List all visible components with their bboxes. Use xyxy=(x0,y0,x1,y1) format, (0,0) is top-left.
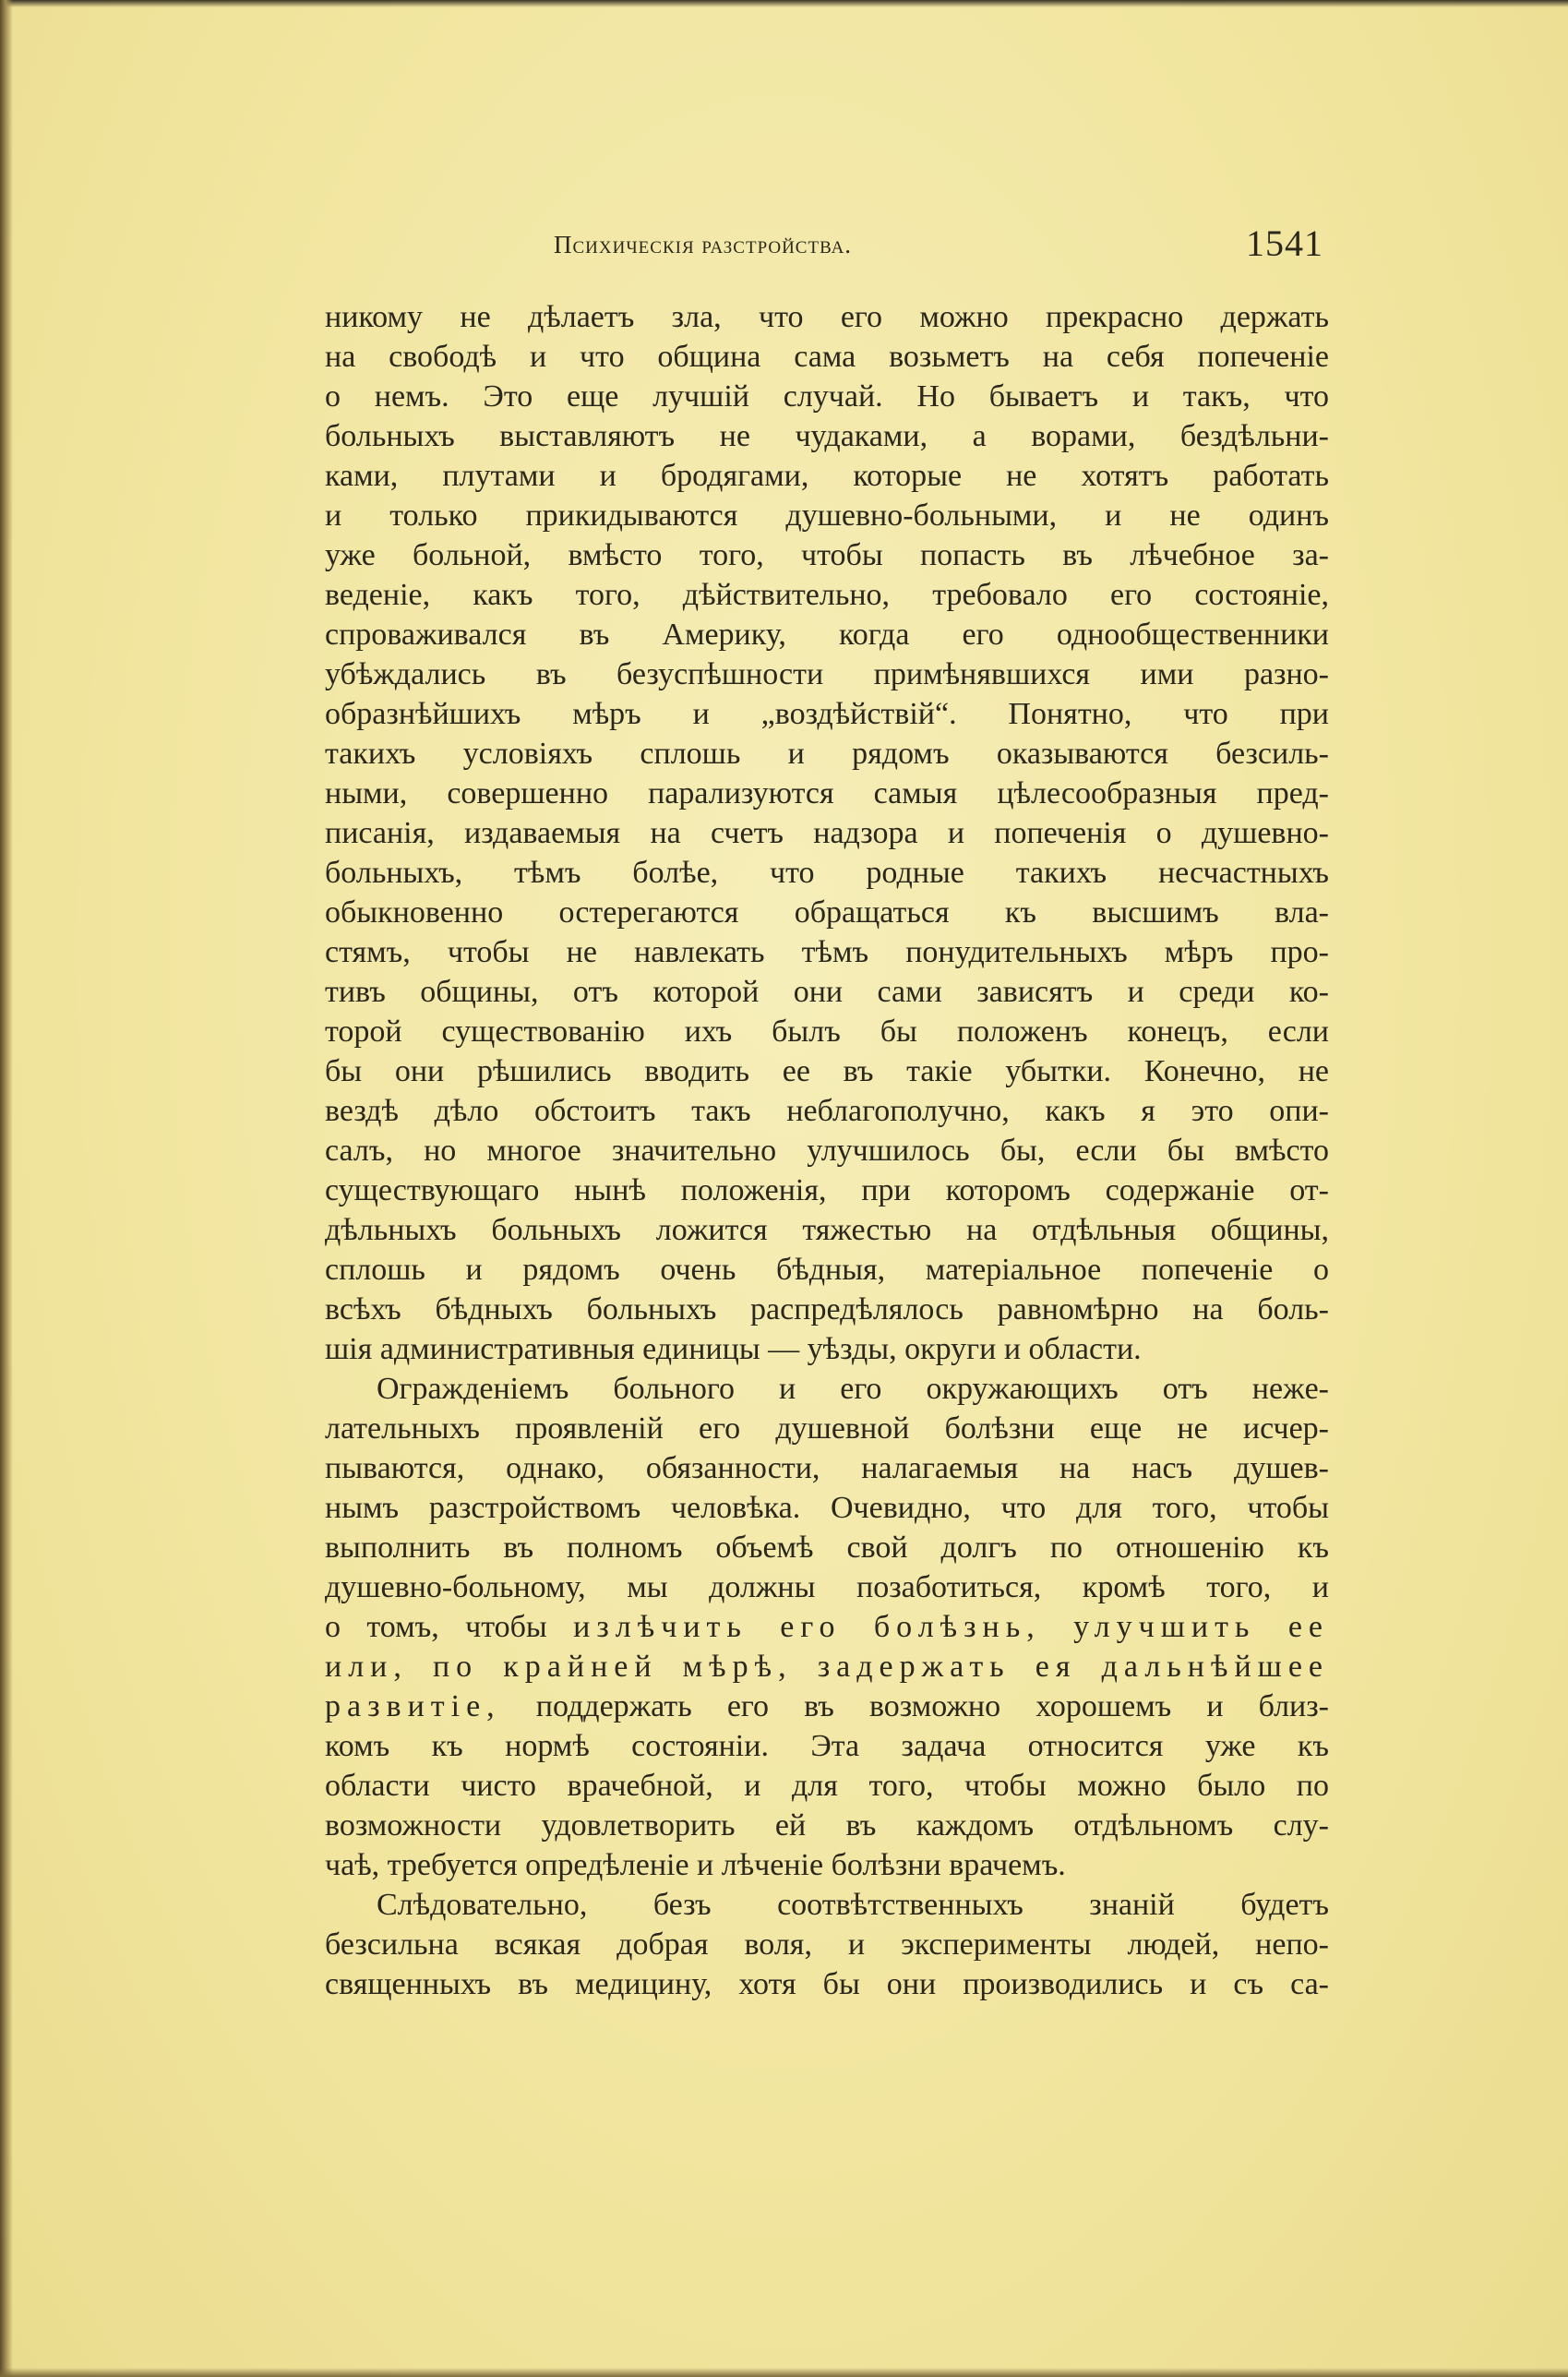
running-head: Психическія разстройства. xyxy=(554,231,853,258)
text-line: пываются, однако, обязанности, налагаемыя на насъ душев- xyxy=(325,1451,1329,1485)
body-text xyxy=(325,297,1329,2004)
text-line: никому не дѣлаетъ зла, что его можно прекрасно держать xyxy=(325,300,1329,334)
text-line: о немъ. Это еще лучшій случай. Но бываетъ и такъ, что xyxy=(325,379,1329,414)
text-line: веденіе, какъ того, дѣйствительно, требовало его состояніе, xyxy=(325,578,1329,612)
text-line: больныхъ, тѣмъ болѣе, что родные такихъ несчастныхъ xyxy=(325,856,1329,890)
text-line: священныхъ въ медицину, хотя бы они производились и съ са- xyxy=(325,1967,1329,2001)
emphasized-text: излѣчить его болѣзнь, улучшить ее xyxy=(573,1610,1330,1644)
text-line xyxy=(325,1687,1329,1726)
emphasized-text-line: или, по крайней мѣрѣ, задержать ея дальнѣйшее xyxy=(325,1650,1329,1684)
text-line: такихъ условіяхъ сплошь и рядомъ оказываются безсиль- xyxy=(325,737,1329,771)
page-binding-edge xyxy=(0,0,13,2377)
text-line: Слѣдовательно, безъ соотвѣтственныхъ знаній будетъ xyxy=(377,1888,1329,1922)
text-line: возможности удовлетворить ей въ каждомъ отдѣльномъ слу- xyxy=(325,1808,1329,1843)
text-fragment: о томъ, чтобы xyxy=(325,1610,547,1644)
text-line: стямъ, чтобы не навлекать тѣмъ понудительныхъ мѣръ про- xyxy=(325,935,1329,969)
text-line: уже больной, вмѣсто того, чтобы попасть въ лѣчебное за- xyxy=(325,538,1329,572)
page-top-edge xyxy=(0,0,1568,7)
text-line: образнѣйшихъ мѣръ и „воздѣйствій“. Понятно, что при xyxy=(325,697,1329,731)
page-header xyxy=(325,222,1329,277)
text-line: Огражденіемъ больного и его окружающихъ отъ нежe- xyxy=(377,1372,1329,1406)
text-line: бы они рѣшились вводить ее въ такіе убытки. Конечно, не xyxy=(325,1054,1329,1088)
paragraph-3 xyxy=(325,1885,1329,2004)
book-page xyxy=(325,222,1329,2004)
page-bottom-edge xyxy=(0,2368,1568,2377)
text-line: больныхъ выставляютъ не чудаками, а ворами, бездѣльни- xyxy=(325,419,1329,453)
text-line: ными, совершенно парализуются самыя цѣлесообразныя пред- xyxy=(325,776,1329,810)
paragraph-1 xyxy=(325,297,1329,1369)
text-line: лательныхъ проявленій его душевной болѣзни еще не исчер- xyxy=(325,1411,1329,1446)
text-line: спроваживался въ Америку, когда его однообщественники xyxy=(325,618,1329,652)
text-line: обыкновенно остерегаются обращаться къ высшимъ вла- xyxy=(325,895,1329,930)
text-line: шія административныя единицы — уѣзды, округи и области. xyxy=(325,1332,1142,1366)
text-line: ками, плутами и бродягами, которые не хотятъ работать xyxy=(325,459,1329,493)
text-line: всѣхъ бѣдныхъ больныхъ распредѣлялось равномѣрно на боль- xyxy=(325,1292,1329,1327)
text-line: выполнить въ полномъ объемѣ свой долгъ по отношенію къ xyxy=(325,1531,1329,1565)
text-line: нымъ разстройствомъ человѣка. Очевидно, что для того, чтобы xyxy=(325,1491,1329,1525)
text-line: вездѣ дѣло обстоитъ такъ неблагополучно, какъ я это опи- xyxy=(325,1094,1329,1128)
text-line: сплошь и рядомъ очень бѣдныя, матеріальное попеченіе о xyxy=(325,1253,1329,1287)
text-line: дѣльныхъ больныхъ ложится тяжестью на отдѣльныя общины, xyxy=(325,1213,1329,1247)
text-line: тивъ общины, отъ которой они сами зависятъ и среди ко- xyxy=(325,975,1329,1009)
text-line: чаѣ, требуется опредѣленіе и лѣченіе болѣзни врачемъ. xyxy=(325,1848,1066,1882)
text-fragment: поддержать его въ возможно хорошемъ и близ- xyxy=(535,1689,1329,1723)
paragraph-2 xyxy=(325,1369,1329,1885)
text-line: убѣждались въ безуспѣшности примѣнявшихся ими разно- xyxy=(325,657,1329,691)
text-line: писанія, издаваемыя на счетъ надзора и попеченія о душевно- xyxy=(325,816,1329,850)
text-line: на свободѣ и что община сама возьметъ на себя попеченіе xyxy=(325,340,1329,374)
text-line: торой существованію ихъ былъ бы положенъ конецъ, если xyxy=(325,1014,1329,1049)
text-line: безсильна всякая добрая воля, и эксперименты людей, непо- xyxy=(325,1927,1329,1962)
text-line: салъ, но многое значительно улучшилось бы, если бы вмѣсто xyxy=(325,1134,1329,1168)
text-line: и только прикидываются душевно-больными, и не одинъ xyxy=(325,498,1329,533)
page-number: 1541 xyxy=(1246,222,1323,264)
text-line xyxy=(325,1607,1329,1647)
text-line: существующаго нынѣ положенія, при которомъ содержаніе от- xyxy=(325,1173,1329,1207)
text-line: области чисто врачебной, и для того, чтобы можно было по xyxy=(325,1769,1329,1803)
emphasized-text: развитіе, xyxy=(325,1689,501,1723)
text-line: душевно-больному, мы должны позаботиться, кромѣ того, и xyxy=(325,1570,1329,1604)
text-line: комъ къ нормѣ состояніи. Эта задача относится уже къ xyxy=(325,1729,1329,1763)
